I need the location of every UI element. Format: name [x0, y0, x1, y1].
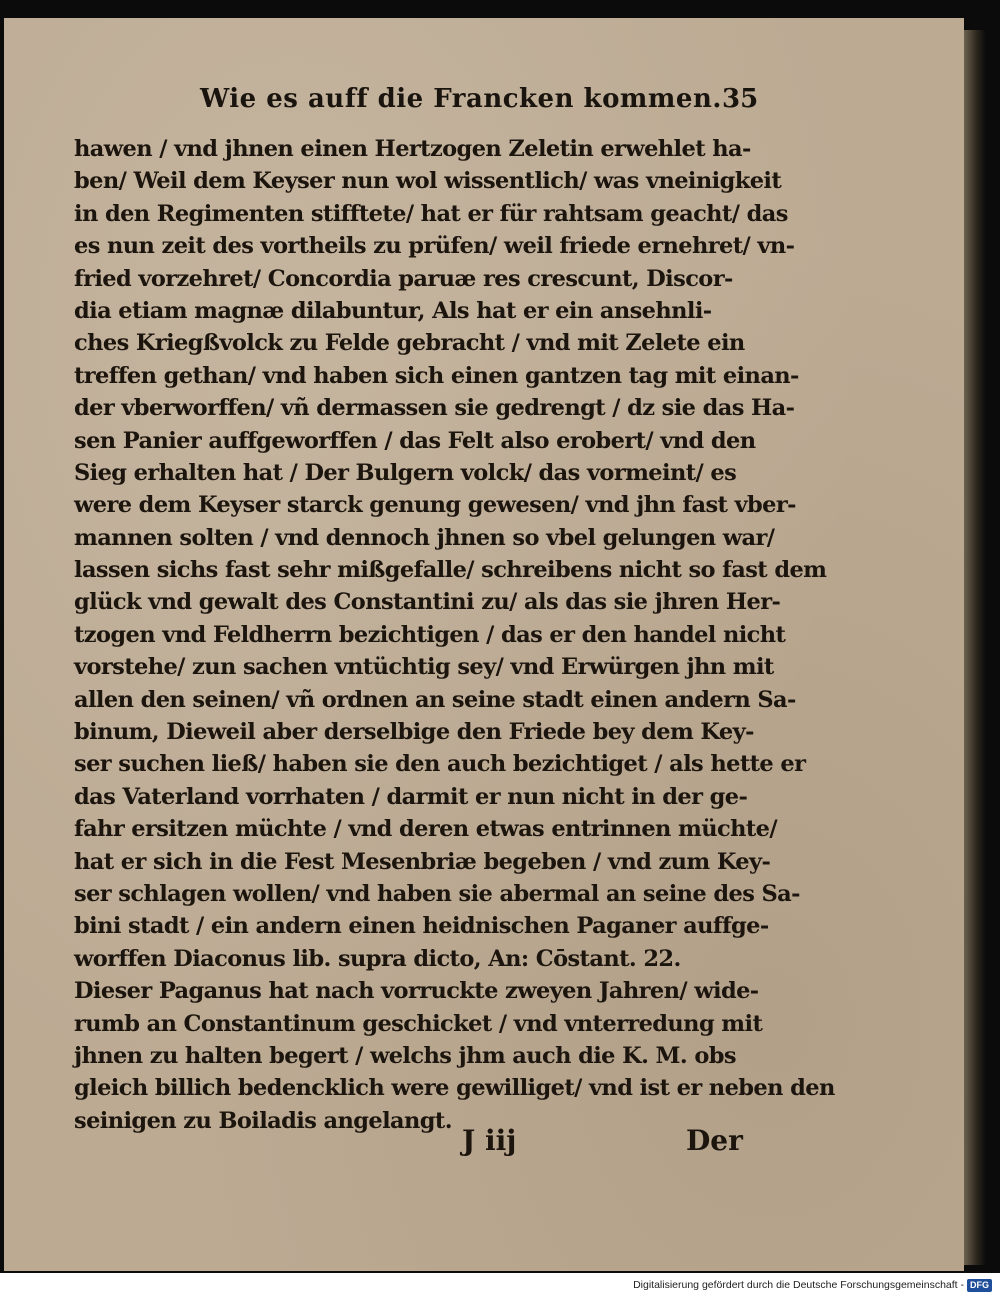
text-line: glück vnd gewalt des Constantini zu/ als das sie jhren Her- — [74, 589, 781, 616]
text-line: ser suchen ließ/ haben sie den auch bezichtiget / als hette er — [74, 751, 806, 778]
text-line: sen Panier auffgeworffen / das Felt also erobert/ vnd den — [74, 427, 756, 454]
text-line: jhnen zu halten begert / welchs jhm auch die K. M. obs — [74, 1042, 736, 1069]
page-gutter — [964, 30, 986, 1265]
text-line: dia etiam magnæ dilabuntur, Als hat er ein ansehnli- — [74, 297, 712, 324]
text-line: ches Kriegßvolck zu Felde gebracht / vnd mit Zelete ein — [74, 330, 745, 357]
text-line: seinigen zu Boiladis angelangt. — [74, 1107, 452, 1134]
footer-credit — [633, 1276, 992, 1294]
text-line: das Vaterland vorrhaten / darmit er nun nicht in der ge- — [74, 783, 748, 810]
text-line: Dieser Paganus hat nach vorruckte zweyen Jahren/ wide- — [74, 978, 759, 1005]
catchword: Der — [686, 1124, 743, 1157]
text-line: hawen / vnd jhnen einen Hertzogen Zeletin erwehlet ha- — [74, 136, 751, 162]
text-line: lassen sichs fast sehr mißgefalle/ schreibens nicht so fast dem — [74, 557, 827, 584]
text-line: Sieg erhalten hat / Der Bulgern volck/ das vormeint/ es — [74, 459, 737, 486]
body-text — [74, 133, 835, 1137]
text-line: gleich billich bedencklich were gewilliget/ vnd ist er neben den — [74, 1075, 835, 1102]
text-line: mannen solten / vnd dennoch jhnen so vbel gelungen war/ — [74, 524, 775, 551]
text-line: treffen gethan/ vnd haben sich einen gantzen tag mit einan- — [74, 362, 799, 389]
dfg-logo-icon: DFG — [967, 1279, 992, 1292]
text-line: tzogen vnd Feldherrn bezichtigen / das er den handel nicht — [74, 621, 786, 648]
text-line: fried vorzehret/ Concordia paruæ res crescunt, Discor- — [74, 265, 733, 292]
text-line: der vberworffen/ vñ dermassen sie gedrengt / dz sie das Ha- — [74, 395, 795, 422]
text-line: ben/ Weil dem Keyser nun wol wissentlich/ was vneinigkeit — [74, 168, 782, 195]
text-line: vorstehe/ zun sachen vntüchtig sey/ vnd Erwürgen jhn mit — [74, 654, 774, 681]
text-line: worffen Diaconus lib. supra dicto, An: Cōstant. 22. — [74, 945, 681, 972]
text-line: hat er sich in die Fest Mesenbriæ begeben / vnd zum Key- — [74, 848, 771, 875]
page-number: 35 — [722, 84, 759, 114]
text-line: fahr ersitzen müchte / vnd deren etwas entrinnen müchte/ — [74, 816, 777, 843]
text-line: in den Regimenten stifftete/ hat er für rahtsam geacht/ das — [74, 200, 788, 227]
text-line: were dem Keyser starck genung gewesen/ vnd jhn fast vber- — [74, 492, 796, 519]
running-head: Wie es auff die Francken kommen. — [200, 84, 722, 114]
signature-mark: J iij — [462, 1124, 517, 1157]
text-line: allen den seinen/ vñ ordnen an seine stadt einen andern Sa- — [74, 686, 796, 713]
footer-credit-text: Digitalisierung gefördert durch die Deutsche Forschungsgemeinschaft - — [633, 1279, 964, 1291]
text-line: ser schlagen wollen/ vnd haben sie abermal an seine des Sa- — [74, 880, 800, 907]
text-line: bini stadt / ein andern einen heidnischen Paganer auffge- — [74, 913, 769, 940]
text-line: es nun zeit des vortheils zu prüfen/ weil friede ernehret/ vn- — [74, 233, 795, 260]
text-line: binum, Dieweil aber derselbige den Friede bey dem Key- — [74, 719, 754, 746]
text-line: rumb an Constantinum geschicket / vnd vnterredung mit — [74, 1010, 763, 1037]
